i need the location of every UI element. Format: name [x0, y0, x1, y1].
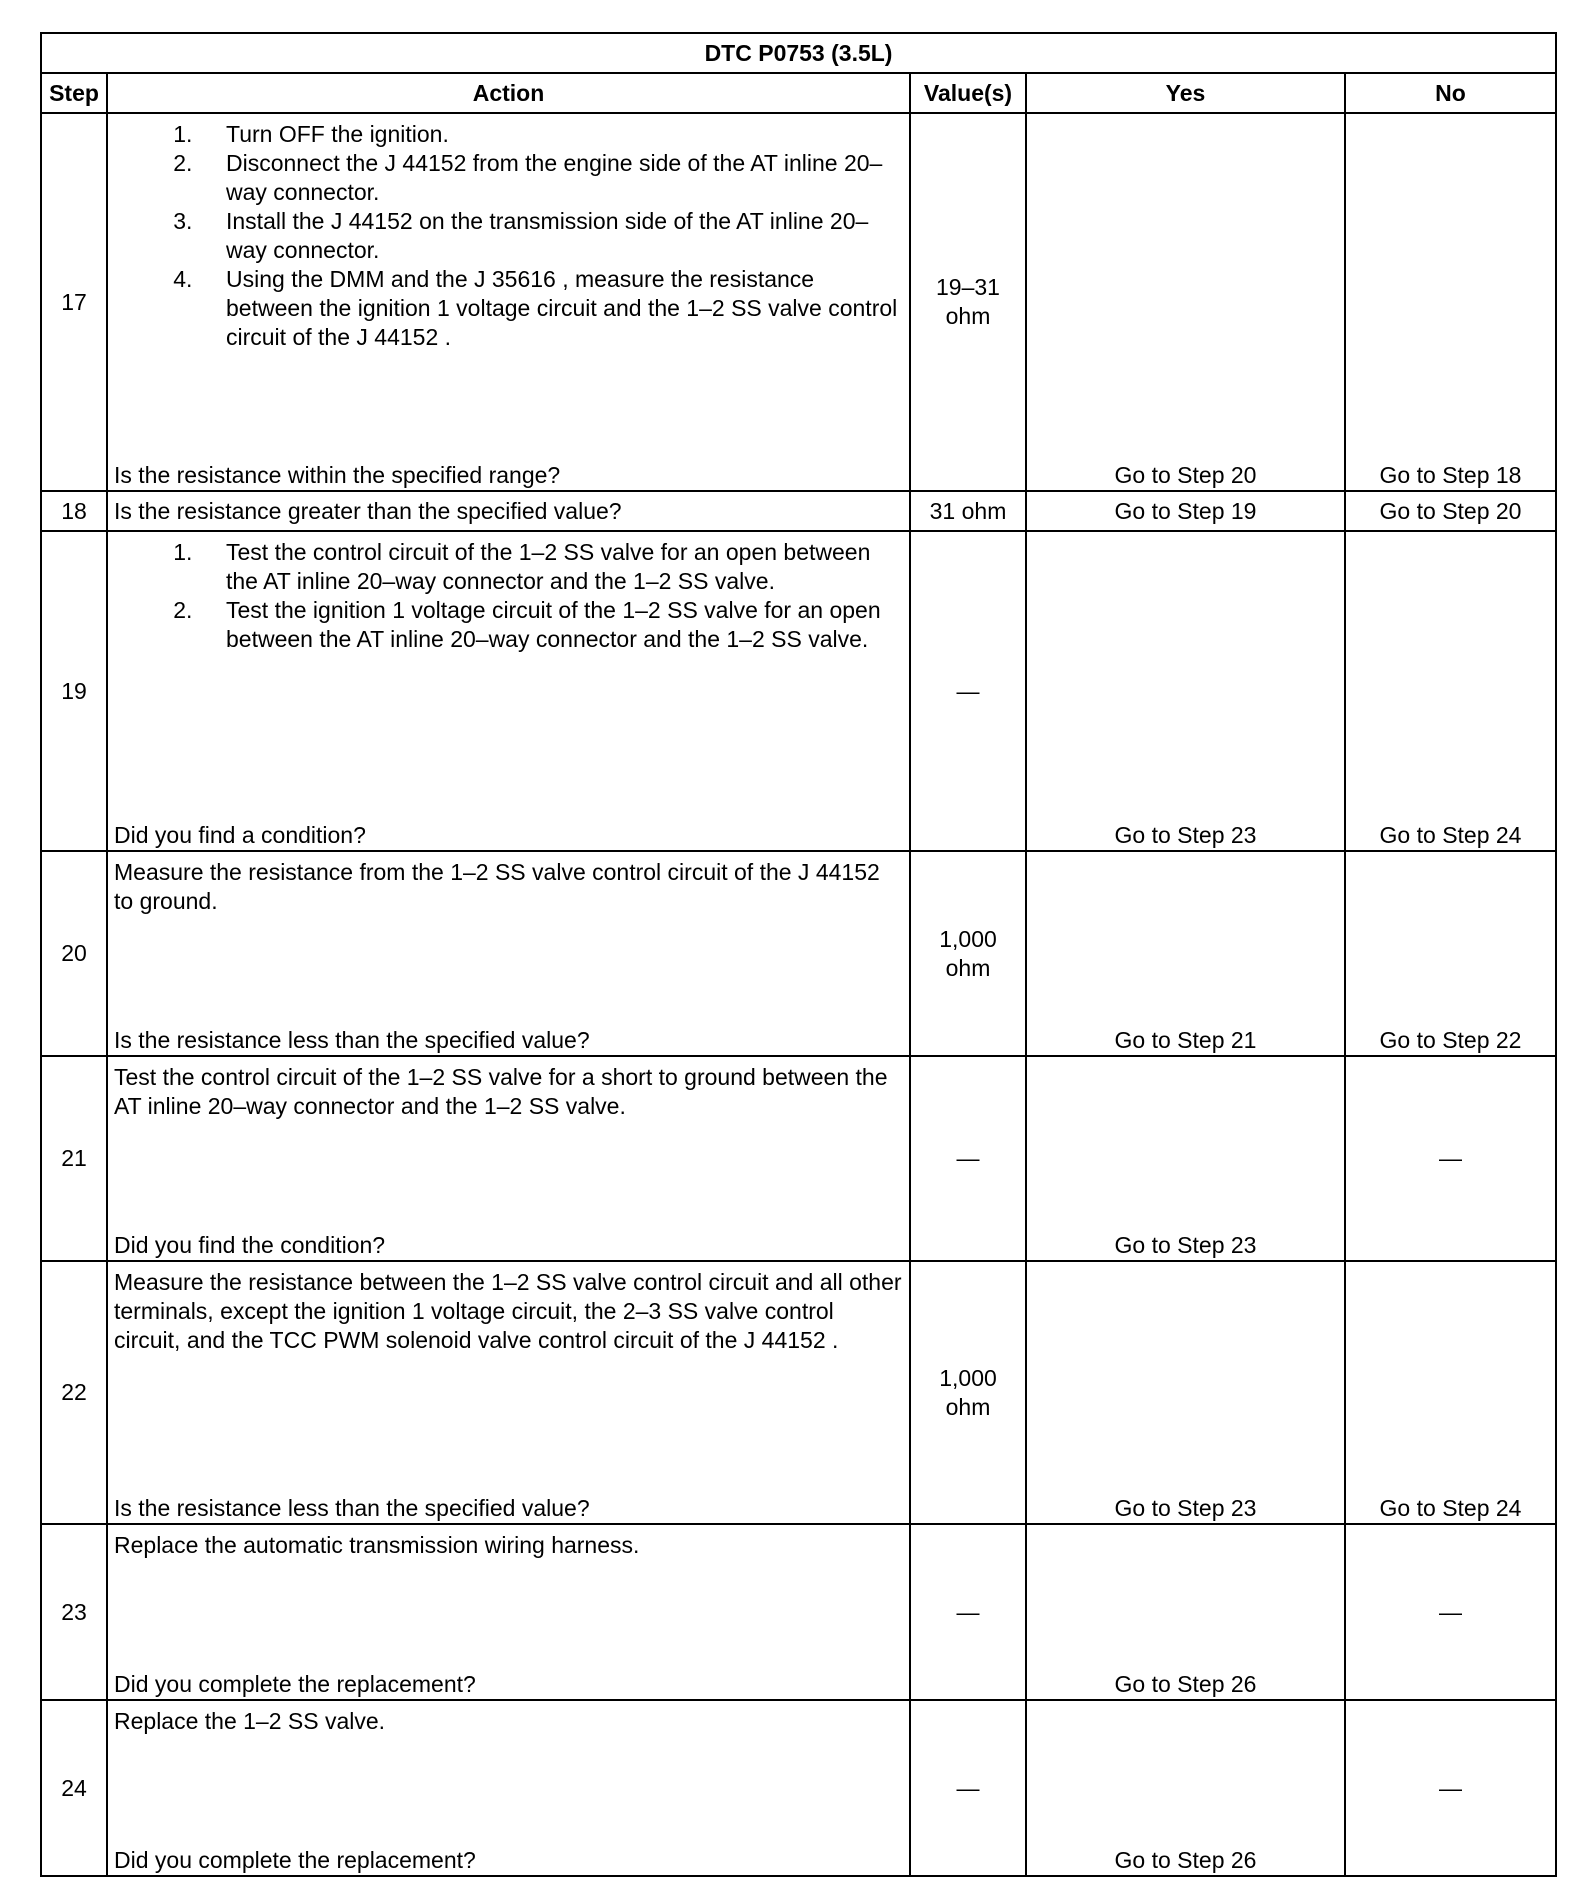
no-cell: Go to Step 24	[1345, 531, 1556, 851]
step-number: 22	[41, 1261, 107, 1524]
header-values: Value(s)	[910, 73, 1026, 113]
action-text: Measure the resistance from the 1–2 SS valve control circuit of the J 44152 to ground.	[114, 859, 880, 914]
step-number: 23	[41, 1524, 107, 1700]
value-cell: 19–31 ohm	[910, 113, 1026, 491]
no-cell: Go to Step 24	[1345, 1261, 1556, 1524]
action-question: Is the resistance less than the specified value?	[114, 1495, 590, 1521]
header-step: Step	[41, 73, 107, 113]
action-cell	[107, 1261, 910, 1524]
action-question: Is the resistance less than the specified value?	[114, 1027, 590, 1053]
action-question: Did you find a condition?	[114, 822, 366, 848]
action-cell	[107, 113, 910, 491]
yes-cell: Go to Step 19	[1026, 491, 1345, 531]
yes-cell: Go to Step 21	[1026, 851, 1345, 1056]
action-step: 2. Disconnect the J 44152 from the engine side of the AT inline 20–way connector.	[218, 149, 903, 207]
yes-cell: Go to Step 20	[1026, 113, 1345, 491]
header-no: No	[1345, 73, 1556, 113]
action-question: Did you complete the replacement?	[114, 1847, 476, 1873]
step-number: 18	[41, 491, 107, 531]
value-cell: 1,000 ohm	[910, 1261, 1026, 1524]
action-cell	[107, 1524, 910, 1700]
yes-cell: Go to Step 23	[1026, 531, 1345, 851]
table-row	[41, 491, 1556, 531]
step-number: 24	[41, 1700, 107, 1876]
action-step: 3. Install the J 44152 on the transmission side of the AT inline 20–way connector.	[218, 207, 903, 265]
yes-cell: Go to Step 23	[1026, 1056, 1345, 1261]
action-text: Test the control circuit of the 1–2 SS valve for a short to ground between the AT inline 20–way connector and the 1–2 SS valve.	[114, 1064, 888, 1119]
action-text: Replace the 1–2 SS valve.	[114, 1708, 386, 1734]
action-text: Replace the automatic transmission wiring harness.	[114, 1532, 640, 1558]
yes-cell: Go to Step 23	[1026, 1261, 1345, 1524]
title-row	[41, 33, 1556, 73]
table-row	[41, 113, 1556, 491]
table-row	[41, 1261, 1556, 1524]
action-text: Measure the resistance between the 1–2 SS valve control circuit and all other terminals, except the ignition 1 voltage circuit, the 2–3 SS valve control circuit, and the TCC PWM solenoid valve control circuit of the J 44152 .	[114, 1269, 902, 1353]
value-cell: 31 ohm	[910, 491, 1026, 531]
no-cell: Go to Step 22	[1345, 851, 1556, 1056]
no-cell: —	[1345, 1700, 1556, 1876]
no-cell: —	[1345, 1056, 1556, 1261]
action-step: 1. Turn OFF the ignition.	[218, 120, 903, 149]
action-step: 4. Using the DMM and the J 35616 , measure the resistance between the ignition 1 voltage circuit and the 1–2 SS valve control circuit of the J 44152 .	[218, 265, 903, 352]
value-cell: 1,000 ohm	[910, 851, 1026, 1056]
header-row	[41, 73, 1556, 113]
table-row	[41, 531, 1556, 851]
value-cell: —	[910, 1524, 1026, 1700]
step-number: 19	[41, 531, 107, 851]
no-cell: Go to Step 20	[1345, 491, 1556, 531]
yes-cell: Go to Step 26	[1026, 1700, 1345, 1876]
header-action: Action	[107, 73, 910, 113]
yes-cell: Go to Step 26	[1026, 1524, 1345, 1700]
step-number: 17	[41, 113, 107, 491]
dtc-table	[40, 32, 1557, 1877]
action-cell	[107, 1700, 910, 1876]
value-cell: —	[910, 1056, 1026, 1261]
table-row	[41, 1056, 1556, 1261]
action-question: Is the resistance within the specified range?	[114, 462, 561, 488]
header-yes: Yes	[1026, 73, 1345, 113]
step-number: 20	[41, 851, 107, 1056]
table-title: DTC P0753 (3.5L)	[41, 33, 1556, 73]
table-row	[41, 1700, 1556, 1876]
action-steps	[114, 538, 903, 654]
table-row	[41, 851, 1556, 1056]
action-step: 2. Test the ignition 1 voltage circuit of the 1–2 SS valve for an open between the AT inline 20–way connector and the 1–2 SS valve.	[218, 596, 903, 654]
action-question: Did you complete the replacement?	[114, 1671, 476, 1697]
value-cell: —	[910, 531, 1026, 851]
value-cell: —	[910, 1700, 1026, 1876]
step-number: 21	[41, 1056, 107, 1261]
table-row	[41, 1524, 1556, 1700]
action-steps	[114, 120, 903, 352]
no-cell: —	[1345, 1524, 1556, 1700]
action-step: 1. Test the control circuit of the 1–2 SS valve for an open between the AT inline 20–way connector and the 1–2 SS valve.	[218, 538, 903, 596]
action-question: Did you find the condition?	[114, 1232, 386, 1258]
action-question: Is the resistance greater than the specified value?	[107, 491, 910, 531]
action-cell	[107, 531, 910, 851]
action-cell	[107, 1056, 910, 1261]
no-cell: Go to Step 18	[1345, 113, 1556, 491]
action-cell	[107, 851, 910, 1056]
